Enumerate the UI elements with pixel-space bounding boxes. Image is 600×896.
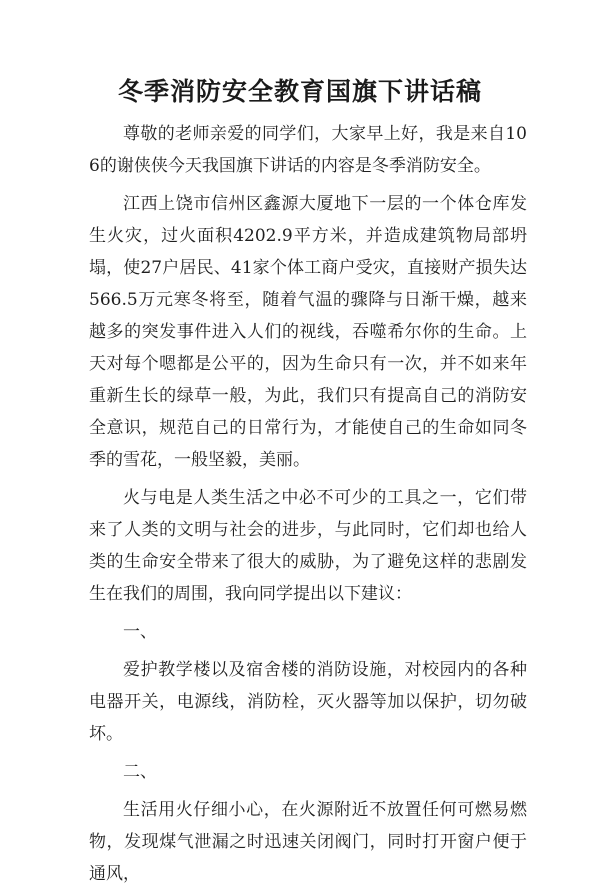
paragraph-greeting: 尊敬的老师亲爱的同学们，大家早上好，我是来自106的谢侠侠今天我国旗下讲话的内容是冬季消防安全。 [89, 124, 527, 176]
document-body [89, 118, 527, 896]
document-title: 冬季消防安全教育国旗下讲话稿 [117, 77, 482, 106]
list-marker-1: 一、 [123, 622, 157, 642]
paragraph-suggestion-1: 爱护教学楼以及宿舍楼的消防设施，对校园内的各种电器开关，电源线，消防栓，灭火器等加以保护，切勿破坏。 [89, 660, 527, 744]
list-marker-2: 二、 [123, 762, 157, 782]
paragraph-incident: 江西上饶市信州区鑫源大厦地下一层的一个体仓库发生火灾，过火面积4202.9平方米，并造成建筑物局部坍塌，使27户居民、41家个体工商户受灾，直接财产损失达566.5万元寒冬将至，随着气温的骤降与日渐干燥，越来越多的突发事件进入人们的视线，吞噬希尔你的生命。上天对每个嗯都是公平的，因为生命只有一次，并不如来年重新生长的绿草一般，为此，我们只有提高自己的消防安全意识，规范自己的日常行为，才能使自己的生命如同冬季的雪花，一般坚毅，美丽。 [89, 194, 527, 470]
paragraph-fire-electricity: 火与电是人类生活之中必不可少的工具之一，它们带来了人类的文明与社会的进步，与此同时，它们却也给人类的生命安全带来了很大的威胁，为了避免这样的悲剧发生在我们的周围，我向同学提出以下建议： [89, 488, 527, 604]
paragraph-suggestion-2: 生活用火仔细小心，在火源附近不放置任何可燃易燃物，发现煤气泄漏之时迅速关闭阀门，同时打开窗户便于通风， [89, 800, 527, 884]
